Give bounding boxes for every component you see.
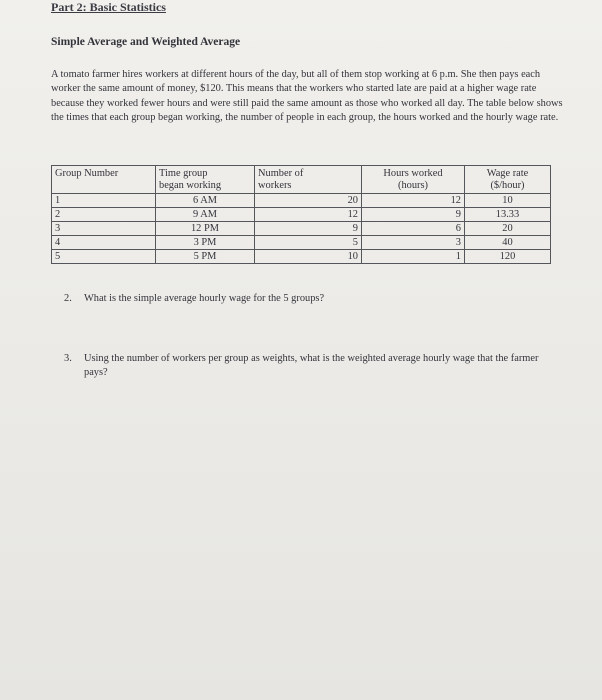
cell-workers: 5 — [255, 236, 362, 250]
header-workers-line2: workers — [258, 180, 292, 191]
table-row — [52, 250, 551, 264]
header-wage-line2: ($/hour) — [490, 180, 525, 191]
section-title: Simple Average and Weighted Average — [51, 36, 241, 48]
table-row — [52, 236, 551, 250]
cell-wage: 10 — [465, 194, 551, 208]
cell-time: 12 PM — [156, 222, 255, 236]
question-2-text: What is the simple average hourly wage for the 5 groups? — [84, 293, 325, 304]
header-wage-line1: Wage rate — [486, 168, 529, 179]
cell-group: 3 — [52, 222, 156, 236]
header-hours-worked — [362, 166, 465, 194]
question-3-number: 3. — [64, 353, 72, 364]
cell-wage: 120 — [465, 250, 551, 264]
header-group-number — [52, 166, 156, 194]
cell-time: 5 PM — [156, 250, 255, 264]
header-time-group — [156, 166, 255, 194]
cell-wage: 13.33 — [465, 208, 551, 222]
cell-hours: 3 — [362, 236, 465, 250]
cell-group: 2 — [52, 208, 156, 222]
table-row — [52, 208, 551, 222]
cell-hours: 12 — [362, 194, 465, 208]
header-wage-rate — [465, 166, 551, 194]
cell-wage: 40 — [465, 236, 551, 250]
cell-workers: 20 — [255, 194, 362, 208]
cell-time: 9 AM — [156, 208, 255, 222]
question-2-number: 2. — [64, 293, 72, 304]
cell-group: 4 — [52, 236, 156, 250]
intro-paragraph: A tomato farmer hires workers at different hours of the day, but all of them stop working at 6 p.m. She then pays each worker the same amount of money, $120. This means that the workers who started late are paid at a higher wage rate because they worked fewer hours and were still paid the same amount as those who worked all day. The table below shows the times that each group began working, the number of people in each group, the hours worked and the hourly wage rate. — [51, 69, 563, 124]
wage-table — [51, 165, 551, 264]
table-row — [52, 194, 551, 208]
cell-time: 6 AM — [156, 194, 255, 208]
header-time-group-line2: began working — [159, 180, 222, 191]
header-hours-line1: Hours worked — [383, 168, 443, 179]
header-number-of-workers — [255, 166, 362, 194]
cell-workers: 12 — [255, 208, 362, 222]
header-workers-line1: Number of — [258, 168, 304, 179]
cell-hours: 9 — [362, 208, 465, 222]
question-3-text: Using the number of workers per group as weights, what is the weighted average hourly wage that the farmer pays? — [84, 353, 539, 378]
cell-group: 1 — [52, 194, 156, 208]
cell-group: 5 — [52, 250, 156, 264]
cell-workers: 10 — [255, 250, 362, 264]
question-3 — [64, 352, 554, 380]
cell-hours: 6 — [362, 222, 465, 236]
table-header-row — [52, 166, 551, 194]
part-title: Part 2: Basic Statistics — [51, 0, 166, 14]
header-group-number-text: Group Number — [55, 168, 119, 179]
header-time-group-line1: Time group — [159, 168, 208, 179]
cell-hours: 1 — [362, 250, 465, 264]
cell-workers: 9 — [255, 222, 362, 236]
header-hours-line2: (hours) — [397, 180, 428, 191]
question-2 — [64, 292, 324, 306]
table-row — [52, 222, 551, 236]
cell-time: 3 PM — [156, 236, 255, 250]
cell-wage: 20 — [465, 222, 551, 236]
